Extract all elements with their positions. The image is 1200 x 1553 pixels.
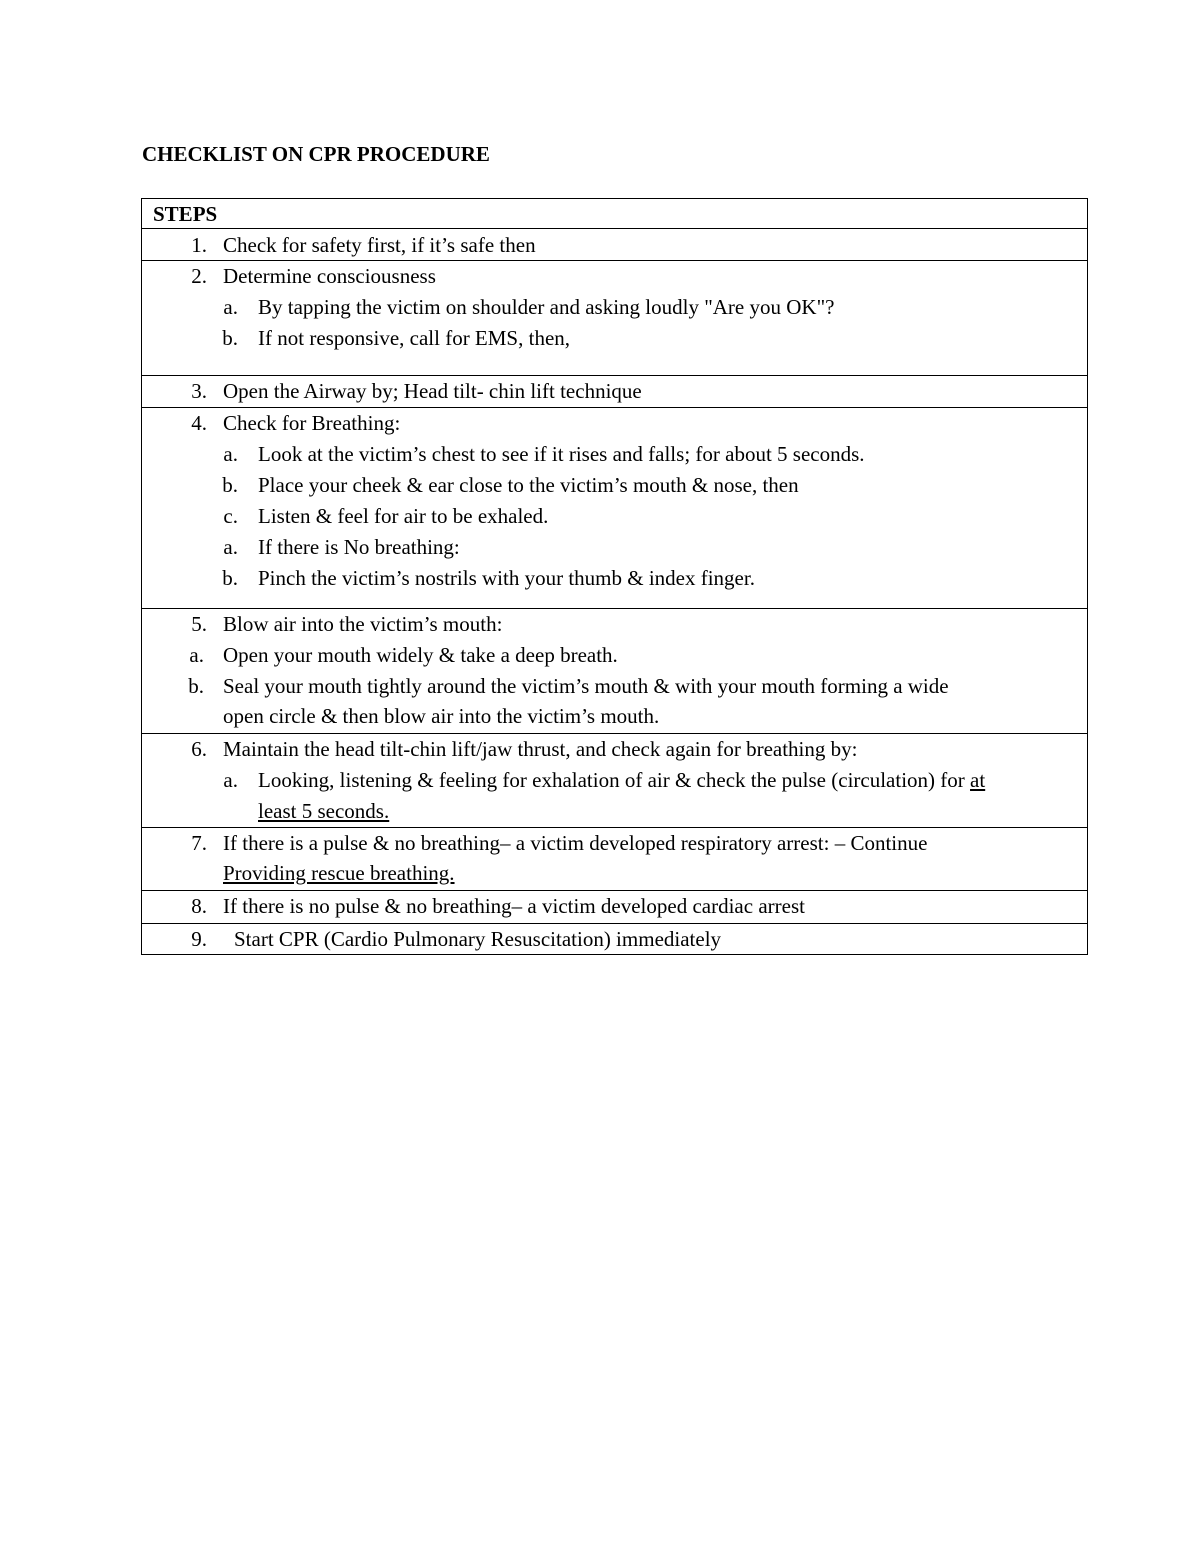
step-number: 8. [191, 894, 207, 918]
table-row [142, 828, 1087, 891]
steps-table [141, 198, 1088, 955]
substep-text: If not responsive, call for EMS, then, [258, 326, 571, 350]
table-row [142, 734, 1087, 828]
step-text: If there is a pulse & no breathing– a victim developed respiratory arrest: – Continue [223, 831, 928, 855]
substep-text: Pinch the victim’s nostrils with your thumb & index finger. [258, 566, 755, 590]
table-header [142, 199, 1087, 229]
substep-letter: a. [189, 643, 204, 667]
step-number: 9. [191, 927, 207, 951]
substep-letter: b. [222, 566, 238, 590]
substep-text: Look at the victim’s chest to see if it rises and falls; for about 5 seconds. [258, 442, 865, 466]
table-row [142, 229, 1087, 261]
table-row [142, 891, 1087, 924]
step-number: 4. [191, 411, 207, 435]
step-number: 7. [191, 831, 207, 855]
substep-letter: a. [223, 535, 238, 559]
substep-text: Listen & feel for air to be exhaled. [258, 504, 549, 528]
table-row [142, 924, 1087, 955]
table-row [142, 376, 1087, 408]
step-number: 5. [191, 612, 207, 636]
step-text: Start CPR (Cardio Pulmonary Resuscitation) immediately [234, 927, 722, 951]
step-text: Maintain the head tilt-chin lift/jaw thrust, and check again for breathing by: [223, 737, 858, 761]
substep-letter: a. [223, 768, 238, 792]
substep-text-continued: open circle & then blow air into the victim’s mouth. [223, 704, 660, 728]
substep-letter: b. [222, 326, 238, 350]
substep-letter: c. [223, 504, 238, 528]
step-text: Open the Airway by; Head tilt- chin lift technique [223, 379, 642, 403]
substep-text: Open your mouth widely & take a deep breath. [223, 643, 618, 667]
step-number: 3. [191, 379, 207, 403]
substep-text: Place your cheek & ear close to the victim’s mouth & nose, then [258, 473, 799, 497]
step-text-continued: Providing rescue breathing. [223, 861, 455, 885]
substep-letter: b. [222, 473, 238, 497]
table-row [142, 609, 1087, 734]
step-number: 6. [191, 737, 207, 761]
page-title: CHECKLIST ON CPR PROCEDURE [142, 142, 490, 166]
substep-text: If there is No breathing: [258, 535, 460, 559]
step-text: Check for Breathing: [223, 411, 401, 435]
step-number: 1. [191, 233, 207, 257]
step-text: Determine consciousness [223, 264, 436, 288]
step-text: Blow air into the victim’s mouth: [223, 612, 503, 636]
step-text: If there is no pulse & no breathing– a victim developed cardiac arrest [223, 894, 805, 918]
step-number: 2. [191, 264, 207, 288]
substep-text-continued: least 5 seconds. [258, 799, 390, 823]
table-row [142, 408, 1087, 609]
substep-text-underlined: at [970, 768, 986, 792]
substep-text [258, 768, 985, 793]
substep-letter: a. [223, 295, 238, 319]
substep-text-main: Looking, listening & feeling for exhalation of air & check the pulse (circulation) for [258, 768, 971, 792]
substep-text: Seal your mouth tightly around the victim’s mouth & with your mouth forming a wide [223, 674, 949, 698]
table-row [142, 261, 1087, 376]
header-label: STEPS [153, 202, 218, 226]
substep-letter: b. [188, 674, 204, 698]
substep-text: By tapping the victim on shoulder and asking loudly "Are you OK"? [258, 295, 835, 319]
step-text: Check for safety first, if it’s safe then [223, 233, 536, 257]
substep-letter: a. [223, 442, 238, 466]
